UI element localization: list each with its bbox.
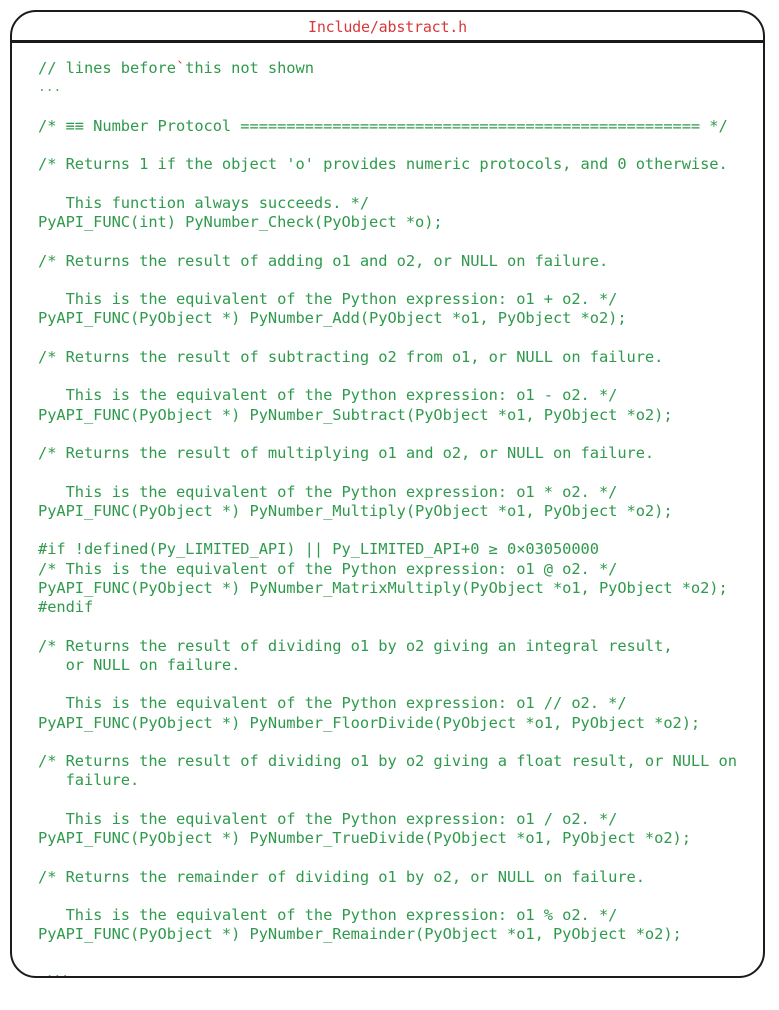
ellipsis-top: ...: [38, 80, 62, 96]
code-line: This is the equivalent of the Python expression: o1 / o2. */: [38, 809, 618, 828]
code-line: This is the equivalent of the Python expression: o1 % o2. */: [38, 906, 618, 924]
code-line: failure.: [38, 771, 140, 790]
code-line: /* Returns the result of subtracting o2 from o1, or NULL on failure.: [38, 347, 664, 366]
header-comment-start: // lines before: [38, 59, 176, 77]
code-line: This function always succeeds. */: [38, 193, 370, 212]
code-line: [38, 232, 737, 251]
code-line: [38, 848, 737, 867]
code-line: /* Returns the result of dividing o1 by o2 giving an integral result,: [38, 636, 673, 655]
ellipsis-bottom: ...: [38, 965, 70, 978]
declaration-pynumber-check: PyAPI_FUNC(int) PyNumber_Check(PyObject *o);: [38, 213, 443, 231]
code-line: [38, 329, 737, 348]
preprocessor-endif: #endif: [38, 598, 94, 616]
code-line: /* Returns the result of adding o1 and o2, or NULL on failure.: [38, 251, 609, 270]
preprocessor-if: #if !defined(Py_LIMITED_API) || Py_LIMITED_API+0 ≥ 0×03050000: [38, 540, 599, 559]
code-area[interactable]: [38, 59, 737, 978]
code-line: [38, 945, 737, 964]
header-comment-end: this not shown: [185, 59, 314, 77]
code-line: [38, 791, 737, 810]
code-line: This is the equivalent of the Python expression: o1 // o2. */: [38, 694, 627, 713]
code-line: /* Returns the result of multiplying o1 and o2, or NULL on failure.: [38, 444, 655, 462]
declaration-pynumber-multiply: PyAPI_FUNC(PyObject *) PyNumber_Multiply(PyObject *o1, PyObject *o2);: [38, 501, 673, 520]
code-line: /* Returns the remainder of dividing o1 by o2, or NULL on failure.: [38, 867, 645, 886]
title-bar: [12, 12, 763, 43]
code-line: [38, 136, 737, 155]
code-line: [38, 521, 737, 540]
declaration-pynumber-subtract: PyAPI_FUNC(PyObject *) PyNumber_Subtract(PyObject *o1, PyObject *o2);: [38, 405, 673, 424]
code-line: [38, 175, 737, 194]
code-line: [38, 887, 737, 906]
code-line: This is the equivalent of the Python expression: o1 * o2. */: [38, 482, 618, 501]
code-line: or NULL on failure.: [38, 655, 241, 674]
code-line: /* This is the equivalent of the Python expression: o1 @ o2. */: [38, 559, 618, 578]
code-line: [38, 425, 737, 444]
file-title: Include/abstract.h: [308, 18, 467, 36]
code-line-header: [38, 59, 737, 78]
code-line: [38, 367, 737, 386]
declaration-pynumber-floordivide: PyAPI_FUNC(PyObject *) PyNumber_FloorDivide(PyObject *o1, PyObject *o2);: [38, 713, 701, 732]
code-line: /* Returns the result of dividing o1 by o2 giving a float result, or NULL on: [38, 752, 737, 770]
declaration-pynumber-add: PyAPI_FUNC(PyObject *) PyNumber_Add(PyObject *o1, PyObject *o2);: [38, 309, 627, 328]
code-line: [38, 271, 737, 290]
code-line: This is the equivalent of the Python expression: o1 - o2. */: [38, 386, 618, 405]
code-viewer-window: [10, 10, 765, 978]
section-header-comment: /* ≡≡ Number Protocol ================================================== */: [38, 116, 728, 135]
cursor-marker: `: [175, 59, 186, 77]
code-line: [38, 98, 737, 117]
declaration-pynumber-truedivide: PyAPI_FUNC(PyObject *) PyNumber_TrueDivide(PyObject *o1, PyObject *o2);: [38, 829, 691, 847]
code-line: [38, 463, 737, 482]
code-line: [38, 733, 737, 752]
code-line: [38, 675, 737, 694]
declaration-pynumber-remainder: PyAPI_FUNC(PyObject *) PyNumber_Remainder(PyObject *o1, PyObject *o2);: [38, 925, 682, 944]
code-line: [38, 617, 737, 636]
code-line: /* Returns 1 if the object 'o' provides numeric protocols, and 0 otherwise.: [38, 155, 728, 174]
declaration-pynumber-matrixmultiply: PyAPI_FUNC(PyObject *) PyNumber_MatrixMultiply(PyObject *o1, PyObject *o2);: [38, 578, 728, 597]
code-line: This is the equivalent of the Python expression: o1 + o2. */: [38, 290, 618, 308]
